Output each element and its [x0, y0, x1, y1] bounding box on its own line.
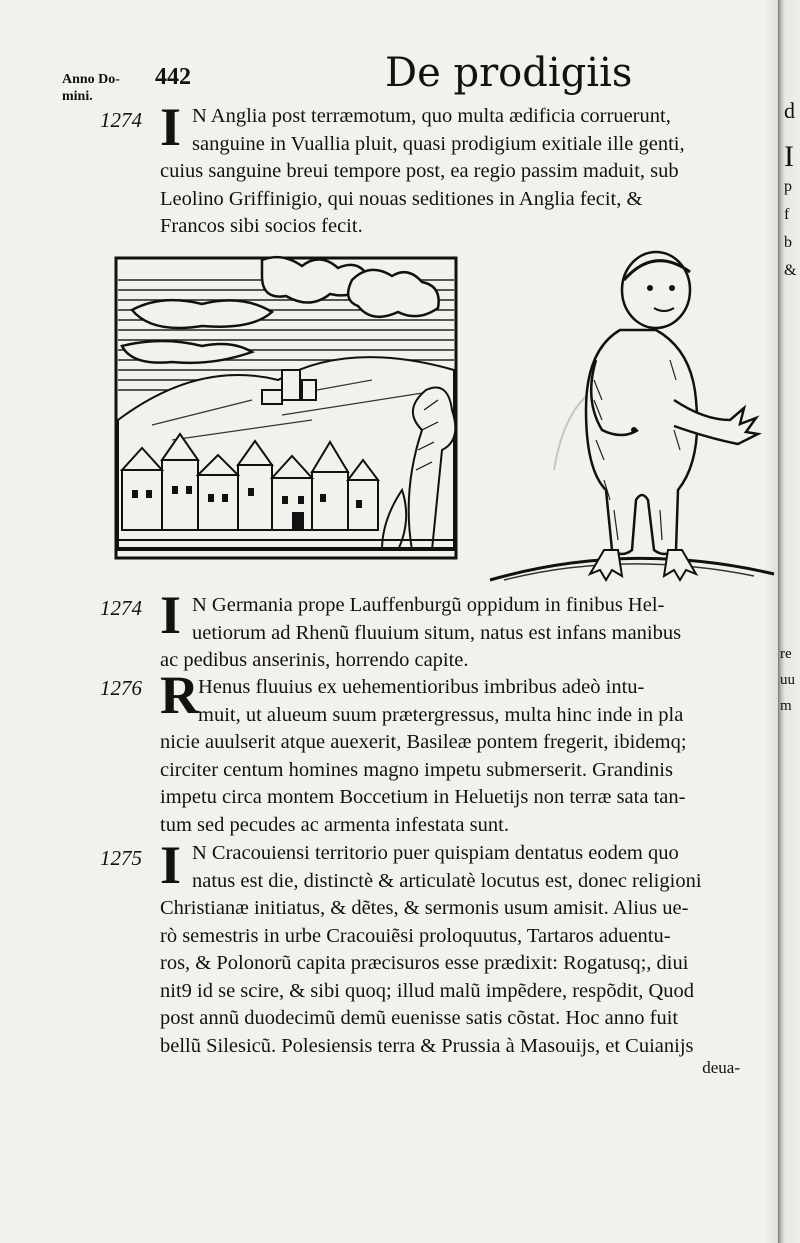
running-title: De prodigiis	[385, 50, 633, 96]
catchword: deua-	[702, 1058, 740, 1077]
facing-page-edge	[778, 0, 800, 1243]
text-line: cuius sanguine breui tempore post, ea regio passim maduit, sub	[160, 160, 679, 182]
text-line: bellũ Silesicũ. Polesiensis terra & Prussia à Masouijs, et Cuianijs	[160, 1034, 694, 1057]
text-line: ros, & Polonorũ capita præcisuros esse prædixit: Rogatusq;, diui	[160, 952, 689, 974]
entry-text	[160, 103, 752, 241]
text-line: Christianæ initiatus, & dẽtes, & sermonis usum amisit. Alius ue-	[160, 897, 689, 919]
text-line: circiter centum homines magno impetu submerserit. Grandinis	[160, 758, 673, 781]
facing-page-letter: d	[784, 98, 795, 123]
text-line: sanguine in Vuallia pluit, quasi prodigium exitiale ille genti,	[192, 132, 685, 155]
text-line: muit, ut alueum suum prætergressus, multa hinc inde in pla	[198, 703, 684, 726]
drop-initial: I	[160, 835, 182, 895]
entry-year: 1274	[100, 596, 142, 620]
text-line: rò semestris in urbe Cracouiẽsi proloquutus, Tartaros aduentu-	[160, 924, 671, 947]
text-line: uetiorum ad Rhenũ fluuium situm, natus est infans manibus	[192, 621, 682, 644]
drop-initial: I	[160, 97, 182, 157]
facing-page-letter: f	[784, 206, 790, 223]
woodcut-town-landscape	[112, 250, 460, 580]
woodcut-monstrous-infant	[484, 250, 776, 586]
anno-domini-label	[62, 71, 162, 105]
entry-year: 1275	[100, 846, 142, 870]
text-line: ac pedibus anserinis, horrendo capite.	[160, 649, 469, 671]
facing-page-letter: re	[780, 646, 792, 662]
facing-page-letter: b	[784, 234, 792, 251]
entry-text	[160, 592, 752, 675]
entry-year: 1274	[100, 108, 142, 132]
gutter-shadow	[764, 0, 778, 1243]
text-line: N Cracouiensi territorio puer quispiam dentatus eodem quo	[192, 842, 679, 864]
facing-page-letter: I	[784, 140, 794, 173]
text-line: nicie auulserit atque auexerit, Basileæ pontem fregerit, ibidemq;	[160, 731, 687, 753]
text-line: tum sed pecudes ac armenta infestata sunt.	[160, 813, 509, 836]
text-line: post annũ duodecimũ demũ euenisse satis cõstat. Hoc anno fuit	[160, 1007, 679, 1029]
text-line: nit9 id se scire, & sibi quoq; illud malũ impẽdere, respõdit, Quod	[160, 979, 695, 1002]
text-line: natus est die, distinctè & articulatè locutus est, donec religioni	[192, 869, 702, 892]
text-line: Henus fluuius ex uehementioribus imbribus adeò intu-	[198, 676, 645, 698]
entry-text	[160, 835, 752, 1060]
anno-line-2: mini.	[62, 89, 93, 104]
facing-page-letter: &	[784, 262, 797, 279]
page-number: 442	[155, 64, 191, 90]
entry-text	[160, 674, 752, 839]
text-line: impetu circa montem Boccetium in Heluetijs non terræ sata tan-	[160, 786, 686, 808]
text-line: N Anglia post terræmotum, quo multa ædificia corruerunt,	[192, 105, 671, 127]
facing-page-letter: uu	[780, 672, 795, 688]
text-line: Francos sibi socios fecit.	[160, 215, 363, 237]
facing-page-letter: p	[784, 178, 792, 195]
text-line: N Germania prope Lauffenburgũ oppidum in finibus Hel-	[192, 594, 665, 616]
drop-initial: I	[160, 585, 182, 645]
facing-page-letter: m	[780, 698, 792, 714]
text-line: Leolino Griffinigio, qui nouas seditiones in Anglia fecit, &	[160, 187, 643, 210]
entry-year: 1276	[100, 676, 142, 700]
anno-line-1: Anno Do-	[62, 72, 120, 87]
drop-initial: R	[160, 665, 199, 725]
